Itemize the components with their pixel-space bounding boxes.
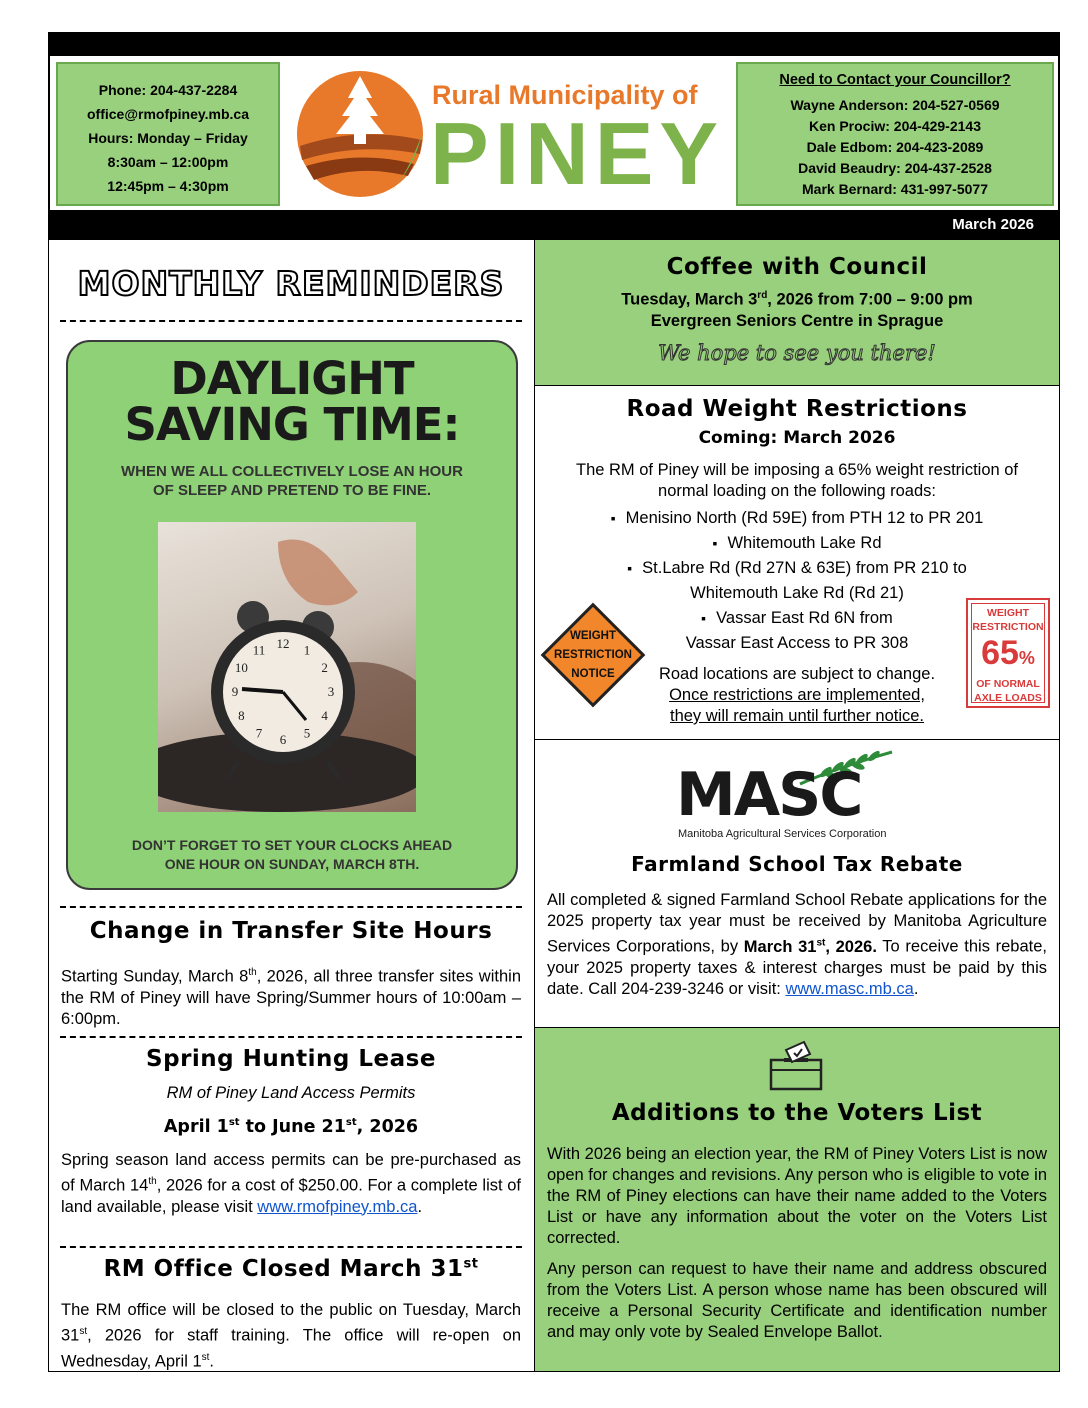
dst-subtitle-line2: OF SLEEP AND PRETEND TO BE FINE. [152,482,432,499]
dst-title-line2: SAVING TIME: [124,398,460,451]
dst-subtitle-line1: WHEN WE ALL COLLECTIVELY LOSE AN HOUR [121,463,463,480]
hunting-lease-dates: April 1st to June 21st, 2026 [163,1117,419,1137]
coffee-tagline: We hope to see you there! [658,340,936,365]
voters-list-title: Additions to the Voters List [611,1100,983,1126]
office-phone: Phone: 204-437-2284 [98,82,238,98]
sign-text: AXLE LOADS [974,692,1042,704]
road-item-continued: Whitemouth Lake Rd (Rd 21) [690,584,904,602]
alarm-clock-icon [158,522,416,812]
road-note-underlined: they will remain until further notice. [669,707,925,725]
coffee-location: Evergreen Seniors Centre in Sprague [650,311,944,330]
section-divider [60,1036,522,1038]
65-percent-sign [966,598,1050,708]
office-hours-am: 8:30am – 12:00pm [107,154,229,170]
councillor-item: Ken Prociw: 204-429-2143 [809,118,981,134]
voters-list-paragraph-2: Any person can request to have their name and address obscured from the Voters List. A person whose name has been obscured will receive a Personal Security Certificate and identification number and may only vote by Sealed Envelope Ballot. [547,1260,1047,1341]
councillor-heading: Need to Contact your Councillor? [779,72,1011,88]
hunting-lease-subtitle: RM of Piney Land Access Permits [166,1084,416,1102]
road-note-line: Road locations are subject to change. [658,665,936,683]
office-closed-title: RM Office Closed March 31st [103,1256,479,1282]
dst-subtitle [68,462,516,500]
hunting-lease-text: Spring season land access permits can be pre-purchased as of March 14th, 2026 for a cost of $250.00. For a complete list of land available, please visit www.rmofpiney.mb.ca. [61,1151,522,1216]
road-subtitle: Coming: March 2026 [698,428,896,448]
coffee-datetime: Tuesday, March 3rd, 2026 from 7:00 – 9:00 pm [621,290,973,309]
masc-logo-text: MASC [676,760,862,830]
dst-title [68,352,516,451]
clock-number: 10 [234,660,248,675]
office-hours-pm: 12:45pm – 4:30pm [107,178,229,194]
clock-number: 8 [238,708,245,723]
sign-percent: 65% [981,634,1035,672]
ballot-box-icon [768,1040,824,1092]
logo-text-line1: Rural Municipality of [432,80,698,110]
issue-date: March 2026 [952,216,1034,233]
office-hours-label: Hours: Monday – Friday [88,130,248,146]
section-divider [60,1246,522,1248]
clock-number: 3 [327,684,335,699]
weight-restriction-notice-sign [541,603,645,707]
logo-emblem-icon [294,68,426,200]
office-email: office@rmofpiney.mb.ca [87,106,249,122]
logo-text-line2: PINEY [430,104,725,203]
clock-number: 12 [276,636,290,651]
councillor-contacts-box [736,62,1054,206]
monthly-reminders-title: MONTHLY REMINDERS [77,264,505,303]
header-top-bar [48,32,1060,56]
voters-list-paragraph-1: With 2026 being an election year, the RM of Piney Voters List is now open for changes and revisions. Any person who is eligible to vote in the RM of Piney elections can have their name added to the Voters List or have any information about the voter on the Voters List corrected. [547,1145,1047,1247]
road-note-underlined: Once restrictions are implemented, [669,686,925,704]
alarm-clock-photo [158,522,416,812]
clock-number: 4 [321,708,328,723]
office-closed-text: The RM office will be closed to the public on Tuesday, March 31st, 2026 for staff training. The office will re-open on Wednesday, April 1st. [61,1301,521,1370]
clock-number: 7 [255,725,263,741]
transfer-site-text: Starting Sunday, March 8th, 2026, all three transfer sites within the RM of Piney will have Spring/Summer hours of 10:00am – 6:00pm. [61,967,521,1028]
dst-footer-line1: DON’T FORGET TO SET YOUR CLOCKS AHEAD [131,837,453,853]
sign-text: NOTICE [571,668,615,680]
dst-footer-line2: ONE HOUR ON SUNDAY, MARCH 8TH. [164,856,420,872]
clock-number: 5 [303,725,311,741]
coffee-title: Coffee with Council [666,254,928,280]
dst-footer [68,836,516,874]
councillor-item: Wayne Anderson: 204-527-0569 [790,97,1000,113]
masc-logo-subtext: Manitoba Agricultural Services Corporation [678,828,887,840]
dst-title-line1: DAYLIGHT [170,352,414,405]
masc-website-link[interactable]: www.masc.mb.ca [785,979,914,998]
sign-text: OF NORMAL [976,678,1040,690]
road-item-continued: Vassar East Access to PR 308 [685,634,909,652]
office-contact-box [56,62,280,206]
road-item: ▪ St.Labre Rd (Rd 27N & 63E) from PR 210 to [535,556,1059,581]
clock-number: 2 [321,660,328,675]
sign-text: RESTRICTION [972,621,1044,633]
clock-number: 9 [231,684,239,699]
councillor-item: David Beaudry: 204-437-2528 [798,160,992,176]
farmland-rebate-text: All completed & signed Farmland School Rebate applications for the 2025 property tax year must be received by Manitoba Agriculture Services Corporations, by March 31st, 2026. To receive this rebate, your 2025 property taxes & interest charges must be paid by this date. Call 204-239-3246 or visit: www.masc.mb.ca. [547,891,1047,998]
issue-date-bar [48,210,1060,240]
road-item: ▪ Vassar East Rd 6N from [535,606,1059,631]
section-divider [60,906,522,908]
clock-number: 11 [252,642,266,658]
rm-piney-logo [294,64,724,206]
masc-logo [676,748,916,844]
transfer-site-title: Change in Transfer Site Hours [89,918,493,944]
clock-number: 6 [279,732,287,747]
councillor-item: Mark Bernard: 431-997-5077 [802,181,988,197]
rm-website-link[interactable]: www.rmofpiney.mb.ca [257,1197,418,1216]
road-item: ▪ Whitemouth Lake Rd [535,531,1059,556]
coffee-with-council-section [534,240,1060,386]
sign-text: WEIGHT [987,607,1029,619]
sign-text: WEIGHT [570,630,616,642]
clock-number: 1 [303,642,311,658]
sign-text: RESTRICTION [554,649,632,661]
road-intro: The RM of Piney will be imposing a 65% weight restriction of normal loading on the following roads: [575,461,1019,500]
section-divider [60,320,522,322]
farmland-rebate-title: Farmland School Tax Rebate [631,852,963,876]
hunting-lease-title: Spring Hunting Lease [146,1046,436,1072]
road-item: ▪ Menisino North (Rd 59E) from PTH 12 to PR 201 [535,506,1059,531]
councillor-item: Dale Edbom: 204-423-2089 [806,139,984,155]
road-title: Road Weight Restrictions [626,396,968,422]
